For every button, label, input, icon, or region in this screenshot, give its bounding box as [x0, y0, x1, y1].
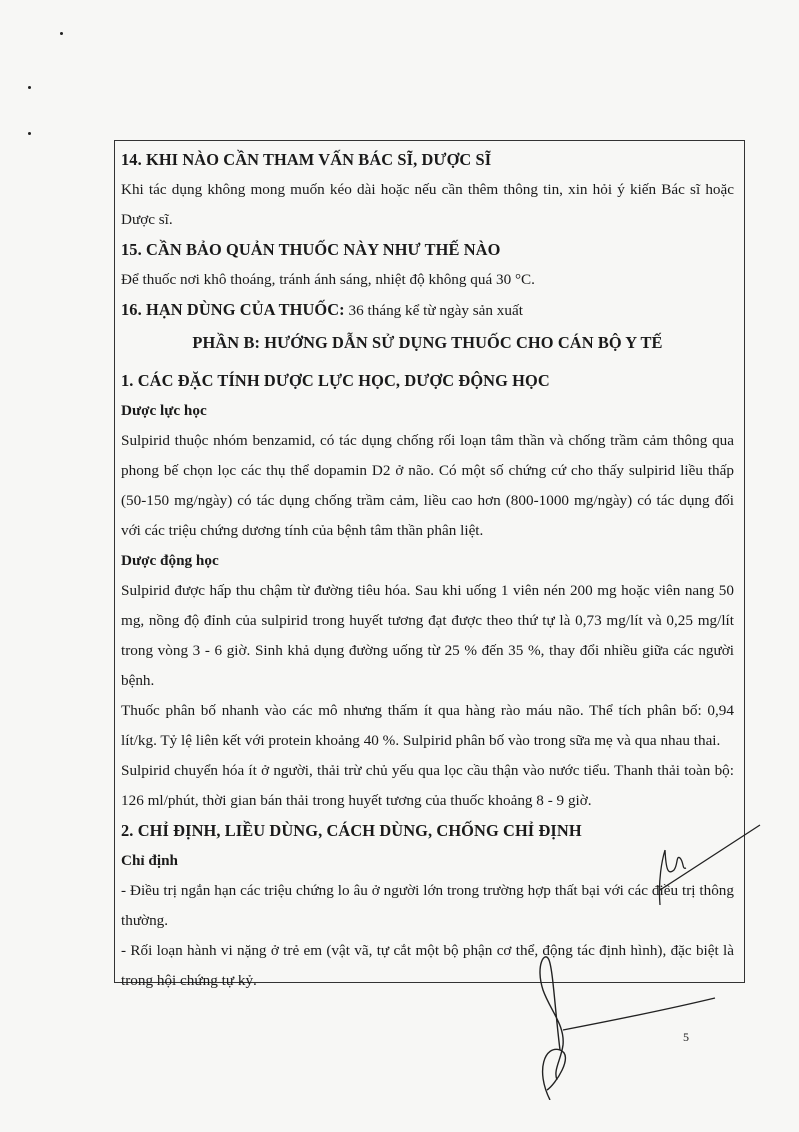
pharmacodynamics-title: Dược lực học	[121, 402, 207, 419]
section-16-heading: 16. HẠN DÙNG CỦA THUỐC:	[121, 300, 345, 319]
signature	[505, 950, 735, 1100]
pharmacodynamics-text: Sulpirid thuộc nhóm benzamid, có tác dụng chống rối loạn tâm thần và chống trầm cảm thông qua phong bế chọn lọc các thụ thể dopamin D2 ở não. Có một số chứng cứ cho thấy sulpirid liều thấp (50-150 mg/ngày) có tác dụng chống trầm cảm, liều cao hơn (800-1000 mg/ngày) có tác dụng đối với các triệu chứng dương tính của bệnh tâm thần phân liệt.	[121, 432, 734, 539]
section-15-text: Để thuốc nơi khô thoáng, tránh ánh sáng, nhiệt độ không quá 30 °C.	[121, 271, 535, 288]
indication-item-2: - Rối loạn hành vi nặng ở trẻ em (vật vã, tự cắt một bộ phận cơ thể, động tác định hình), đặc biệt là trong hội chứng tự kỷ.	[121, 942, 734, 989]
section-16-line	[121, 295, 734, 326]
section-15-heading: 15. CẦN BẢO QUẢN THUỐC NÀY NHƯ THẾ NÀO	[121, 240, 501, 259]
scan-speck	[28, 86, 31, 89]
section-14-heading: 14. KHI NÀO CẦN THAM VẤN BÁC SĨ, DƯỢC SĨ	[121, 150, 492, 169]
scan-speck	[28, 132, 31, 135]
scan-speck	[60, 32, 63, 35]
pharmacokinetics-paragraph-2: Thuốc phân bố nhanh vào các mô nhưng thấm ít qua hàng rào máu não. Thể tích phân bố: 0,94 lít/kg. Tỷ lệ liên kết với protein khoảng 40 %. Sulpirid phân bố vào trong sữa mẹ và qua nhau thai.	[121, 702, 734, 749]
pharmacokinetics-title: Dược động học	[121, 552, 219, 569]
indication-item-1: - Điều trị ngắn hạn các triệu chứng lo âu ở người lớn trong trường hợp thất bại với các điều trị thông thường.	[121, 882, 734, 929]
handwritten-mark	[630, 820, 770, 910]
pharmacokinetics-paragraph-3: Sulpirid chuyển hóa ít ở người, thải trừ chủ yếu qua lọc cầu thận vào nước tiểu. Thanh thải toàn bộ: 126 ml/phút, thời gian bán thải trong huyết tương của thuốc khoảng 8 - 9 giờ.	[121, 762, 734, 809]
section-16-text: 36 tháng kể từ ngày sản xuất	[344, 302, 523, 319]
section-14-text: Khi tác dụng không mong muốn kéo dài hoặc nếu cần thêm thông tin, xin hỏi ý kiến Bác sĩ hoặc Dược sĩ.	[121, 181, 734, 228]
indications-title: Chỉ định	[121, 852, 178, 869]
page-number: 5	[683, 1030, 689, 1044]
section-2-heading: 2. CHỈ ĐỊNH, LIỀU DÙNG, CÁCH DÙNG, CHỐNG CHỈ ĐỊNH	[121, 821, 582, 840]
pharmacokinetics-paragraph-1: Sulpirid được hấp thu chậm từ đường tiêu hóa. Sau khi uống 1 viên nén 200 mg hoặc viên nang 50 mg, nồng độ đỉnh của sulpirid trong huyết tương đạt được theo thứ tự là 0,73 mg/lít và 0,25 mg/lít trong vòng 3 - 6 giờ. Sinh khả dụng đường uống từ 25 % đến 35 %, thay đổi nhiều giữa các người bệnh.	[121, 582, 734, 689]
part-b-title: PHẦN B: HƯỚNG DẪN SỬ DỤNG THUỐC CHO CÁN BỘ Y TẾ	[192, 333, 663, 352]
section-1-heading: 1. CÁC ĐẶC TÍNH DƯỢC LỰC HỌC, DƯỢC ĐỘNG HỌC	[121, 371, 550, 390]
